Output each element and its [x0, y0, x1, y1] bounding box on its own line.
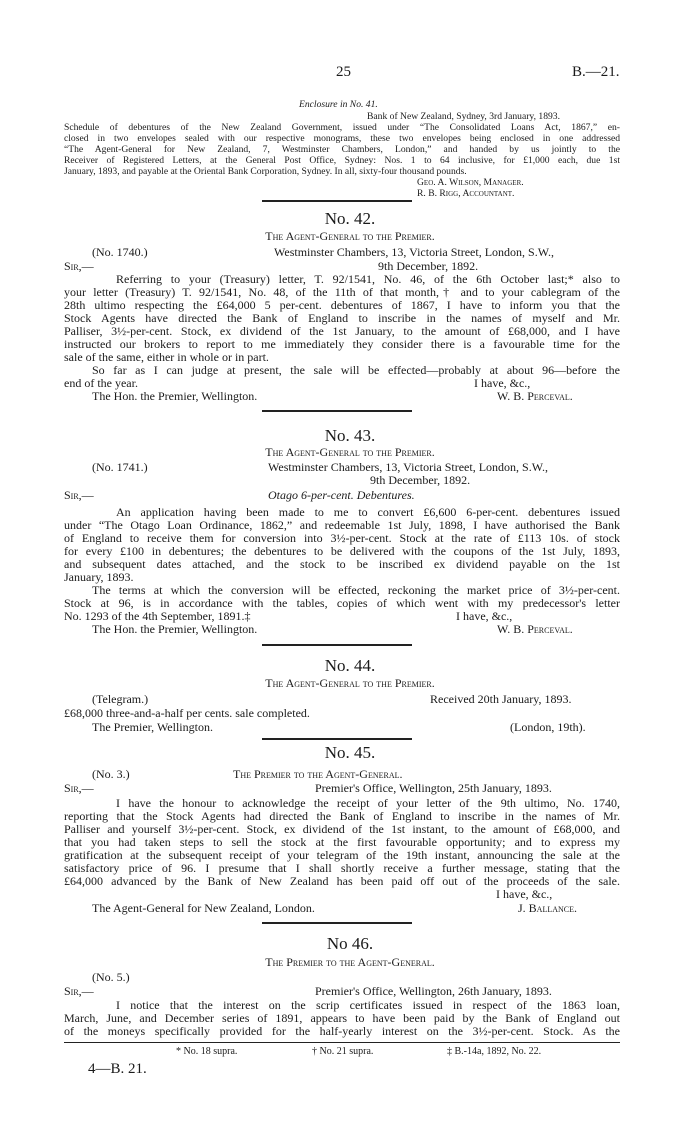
enclosure-place-date: Bank of New Zealand, Sydney, 3rd January, 1893.: [367, 111, 560, 122]
letter-signature: W. B. Perceval.: [497, 622, 573, 636]
letter-body-line: Stock Agents have directed the Bank of England to inscribe in the names of myself and Mr.: [64, 311, 620, 325]
letter-number: No. 44.: [324, 656, 376, 675]
letter-body-line: The terms at which the conversion will be effected, reckoning the market price of 3½-per-cent.: [92, 583, 620, 597]
letter-body-line: for every £100 in debentures; the debentures to be delivered with the coupons of the 1st July, 1893,: [64, 544, 620, 558]
letter-reference: (No. 1740.): [92, 245, 148, 259]
enclosure-body-line: Receiver of Registered Letters, at the General Post Office, Sydney: Nos. 1 to 64 inclusive, for £1,000 each, due 1st: [64, 155, 620, 166]
letter-body-line: An application having been made to me to convert £6,600 6-per-cent. debentures issued: [116, 505, 620, 519]
letter-signature: W. B. Perceval.: [497, 389, 573, 403]
letter-body-line: sale of the same, either in whole or in part.: [64, 350, 269, 364]
letter-number: No. 43.: [324, 426, 376, 445]
letter-place-date: Premier's Office, Wellington, 25th January, 1893.: [315, 781, 552, 795]
enclosure-body-line: closed in two envelopes sealed with our respective monograms, these two envelopes being enclosed in one addressed: [64, 133, 620, 144]
letter-body-line: January, 1893.: [64, 570, 134, 584]
letter-addressee: The Hon. the Premier, Wellington.: [92, 389, 258, 403]
letter-number: No 46.: [326, 934, 374, 953]
letter-body-line: I notice that the interest on the scrip certificates issued in respect of the 1863 loan,: [116, 998, 620, 1012]
letter-reference: (No. 3.): [92, 767, 130, 781]
section-divider: [262, 410, 412, 412]
printer-signature-mark: 4—B. 21.: [88, 1061, 147, 1077]
received-date: Received 20th January, 1893.: [430, 692, 572, 706]
letter-closing: I have, &c.,: [474, 376, 531, 390]
letter-salutation: Sir,—: [64, 984, 94, 998]
letter-address: Westminster Chambers, 13, Victoria Street, London, S.W.,: [274, 245, 554, 259]
letter-body-line: 28th ultimo respecting the £64,000 5 per-cent. debentures of 1867, I have to inform you that the: [64, 298, 620, 312]
telegram-body: £68,000 three-and-a-half per cents. sale completed.: [64, 706, 310, 720]
letter-addressee: The Hon. the Premier, Wellington.: [92, 622, 258, 636]
enclosure-title: Enclosure in No. 41.: [299, 99, 378, 110]
letter-body-line: of the moneys specifically provided for the half-yearly interest on the 3½-per-cent. Stock. As the: [64, 1024, 620, 1038]
footnote-rule: [64, 1042, 620, 1043]
section-divider: [262, 200, 412, 202]
footnote: ‡ B.-14a, 1892, No. 22.: [447, 1046, 542, 1057]
letter-salutation: Sir,—: [64, 781, 94, 795]
letter-signature: J. Ballance.: [518, 901, 578, 915]
letter-body-line: Palliser, 3½-per-cent. Stock, ex dividend of the 1st January, to the amount of £68,000, and I have: [64, 324, 620, 338]
letter-body-line: satisfactory price of 96. I presume that I shall shortly receive a further message, stating that the: [64, 861, 620, 875]
footnote: * No. 18 supra.: [176, 1046, 238, 1057]
letter-closing: I have, &c.,: [456, 609, 513, 623]
letter-body-line: £64,000 advanced by the Bank of New Zealand has been paid off out of the proceeds of the sale.: [64, 874, 620, 888]
letter-body-line: under “The Otago Loan Ordinance, 1862,” and redeemable 1st July, 1898, I have authorised the Bank: [64, 518, 620, 532]
letter-body-line: end of the year.: [64, 376, 138, 390]
letter-number: No. 45.: [324, 743, 376, 762]
letter-number: No. 42.: [324, 209, 376, 228]
letter-salutation: Sir,—: [64, 488, 94, 502]
telegram-origin: (London, 19th).: [510, 720, 586, 734]
letter-body-line: No. 1293 of the 4th September, 1891.‡: [64, 609, 251, 623]
letter-salutation: Sir,—: [64, 259, 94, 273]
letter-body-line: March, June, and December series of 1891, appears to have been paid by the Bank of England out: [64, 1011, 620, 1025]
letter-heading: The Agent-General to the Premier.: [265, 229, 435, 243]
section-divider: [262, 644, 412, 646]
letter-body-line: and subsequent dates attached, and the stock to be inscribed ex dividend payable on the 1st: [64, 557, 620, 571]
page-number: 25: [336, 64, 351, 80]
letter-heading: The Agent-General to the Premier.: [265, 676, 435, 690]
letter-body-line: of England to receive them for conversion into 3½-per-cent. Stock at the rate of £113 10s. of stock: [64, 531, 620, 545]
letter-body-line: that you had taken steps to sell the stock at the first favourable opportunity; and to express my: [64, 835, 620, 849]
enclosure-body-line: January, 1893, and payable at the Oriental Bank Corporation, Sydney. In all, sixty-four thousand pounds.: [64, 166, 467, 177]
letter-reference: (No. 1741.): [92, 460, 148, 474]
letter-date: 9th December, 1892.: [370, 473, 471, 487]
letter-addressee: The Premier, Wellington.: [92, 720, 213, 734]
letter-body-line: Referring to your (Treasury) letter, T. 92/1541, No. 46, of the 6th October last;* also to: [116, 272, 620, 286]
letter-body-line: reporting that the Stock Agents had directed the Bank of England to inscribe in the names of Mr.: [64, 809, 620, 823]
document-code: B.—21.: [572, 64, 620, 80]
letter-subject: Otago 6-per-cent. Debentures.: [268, 488, 415, 502]
letter-body-line: gratification at the subsequent receipt of your telegram of the 19th instant, announcing the sale at the: [64, 848, 620, 862]
letter-body-line: Stock at 96, is in accordance with the tables, copies of which went with my predecessor's letter: [64, 596, 620, 610]
letter-date: 9th December, 1892.: [378, 259, 479, 273]
letter-body-line: instructed our brokers to report to me immediately they consider there is a favourable time for the: [64, 337, 620, 351]
enclosure-body-line: “The Agent-General for New Zealand, 7, Westminster Chambers, London,” and handed by us jointly to the: [64, 144, 620, 155]
letter-reference: (No. 5.): [92, 970, 130, 984]
letter-place-date: Premier's Office, Wellington, 26th January, 1893.: [315, 984, 552, 998]
enclosure-signature-manager: Geo. A. Wilson, Manager.: [417, 177, 524, 188]
letter-reference: (Telegram.): [92, 692, 149, 706]
letter-body-line: I have the honour to acknowledge the receipt of your letter of the 9th ultimo, No. 1740,: [116, 796, 620, 810]
letter-body-line: So far as I can judge at present, the sale will be effected—probably at about 96—before the: [92, 363, 620, 377]
enclosure-signature-accountant: R. B. Rigg, Accountant.: [417, 188, 515, 199]
letter-addressee: The Agent-General for New Zealand, London.: [92, 901, 315, 915]
enclosure-body-line: Schedule of debentures of the New Zealand Government, issued under “The Consolidated Loans Act, 1867,” en-: [64, 122, 620, 133]
section-divider: [262, 738, 412, 740]
letter-heading: The Premier to the Agent-General.: [265, 955, 435, 969]
letter-body-line: Palliser and yourself 3½-per-cent. Stock, ex dividend of the 1st instant, to the amount of £68,000, and: [64, 822, 620, 836]
letter-body-line: your letter (Treasury) T. 92/1541, No. 48, of the 11th of that month,† and to your cablegram of the: [64, 285, 620, 299]
section-divider: [262, 922, 412, 924]
letter-closing: I have, &c.,: [496, 887, 553, 901]
letter-heading: The Agent-General to the Premier.: [265, 445, 435, 459]
letter-heading: The Premier to the Agent-General.: [233, 767, 403, 781]
letter-address: Westminster Chambers, 13, Victoria Street, London, S.W.,: [268, 460, 548, 474]
footnote: † No. 21 supra.: [312, 1046, 374, 1057]
